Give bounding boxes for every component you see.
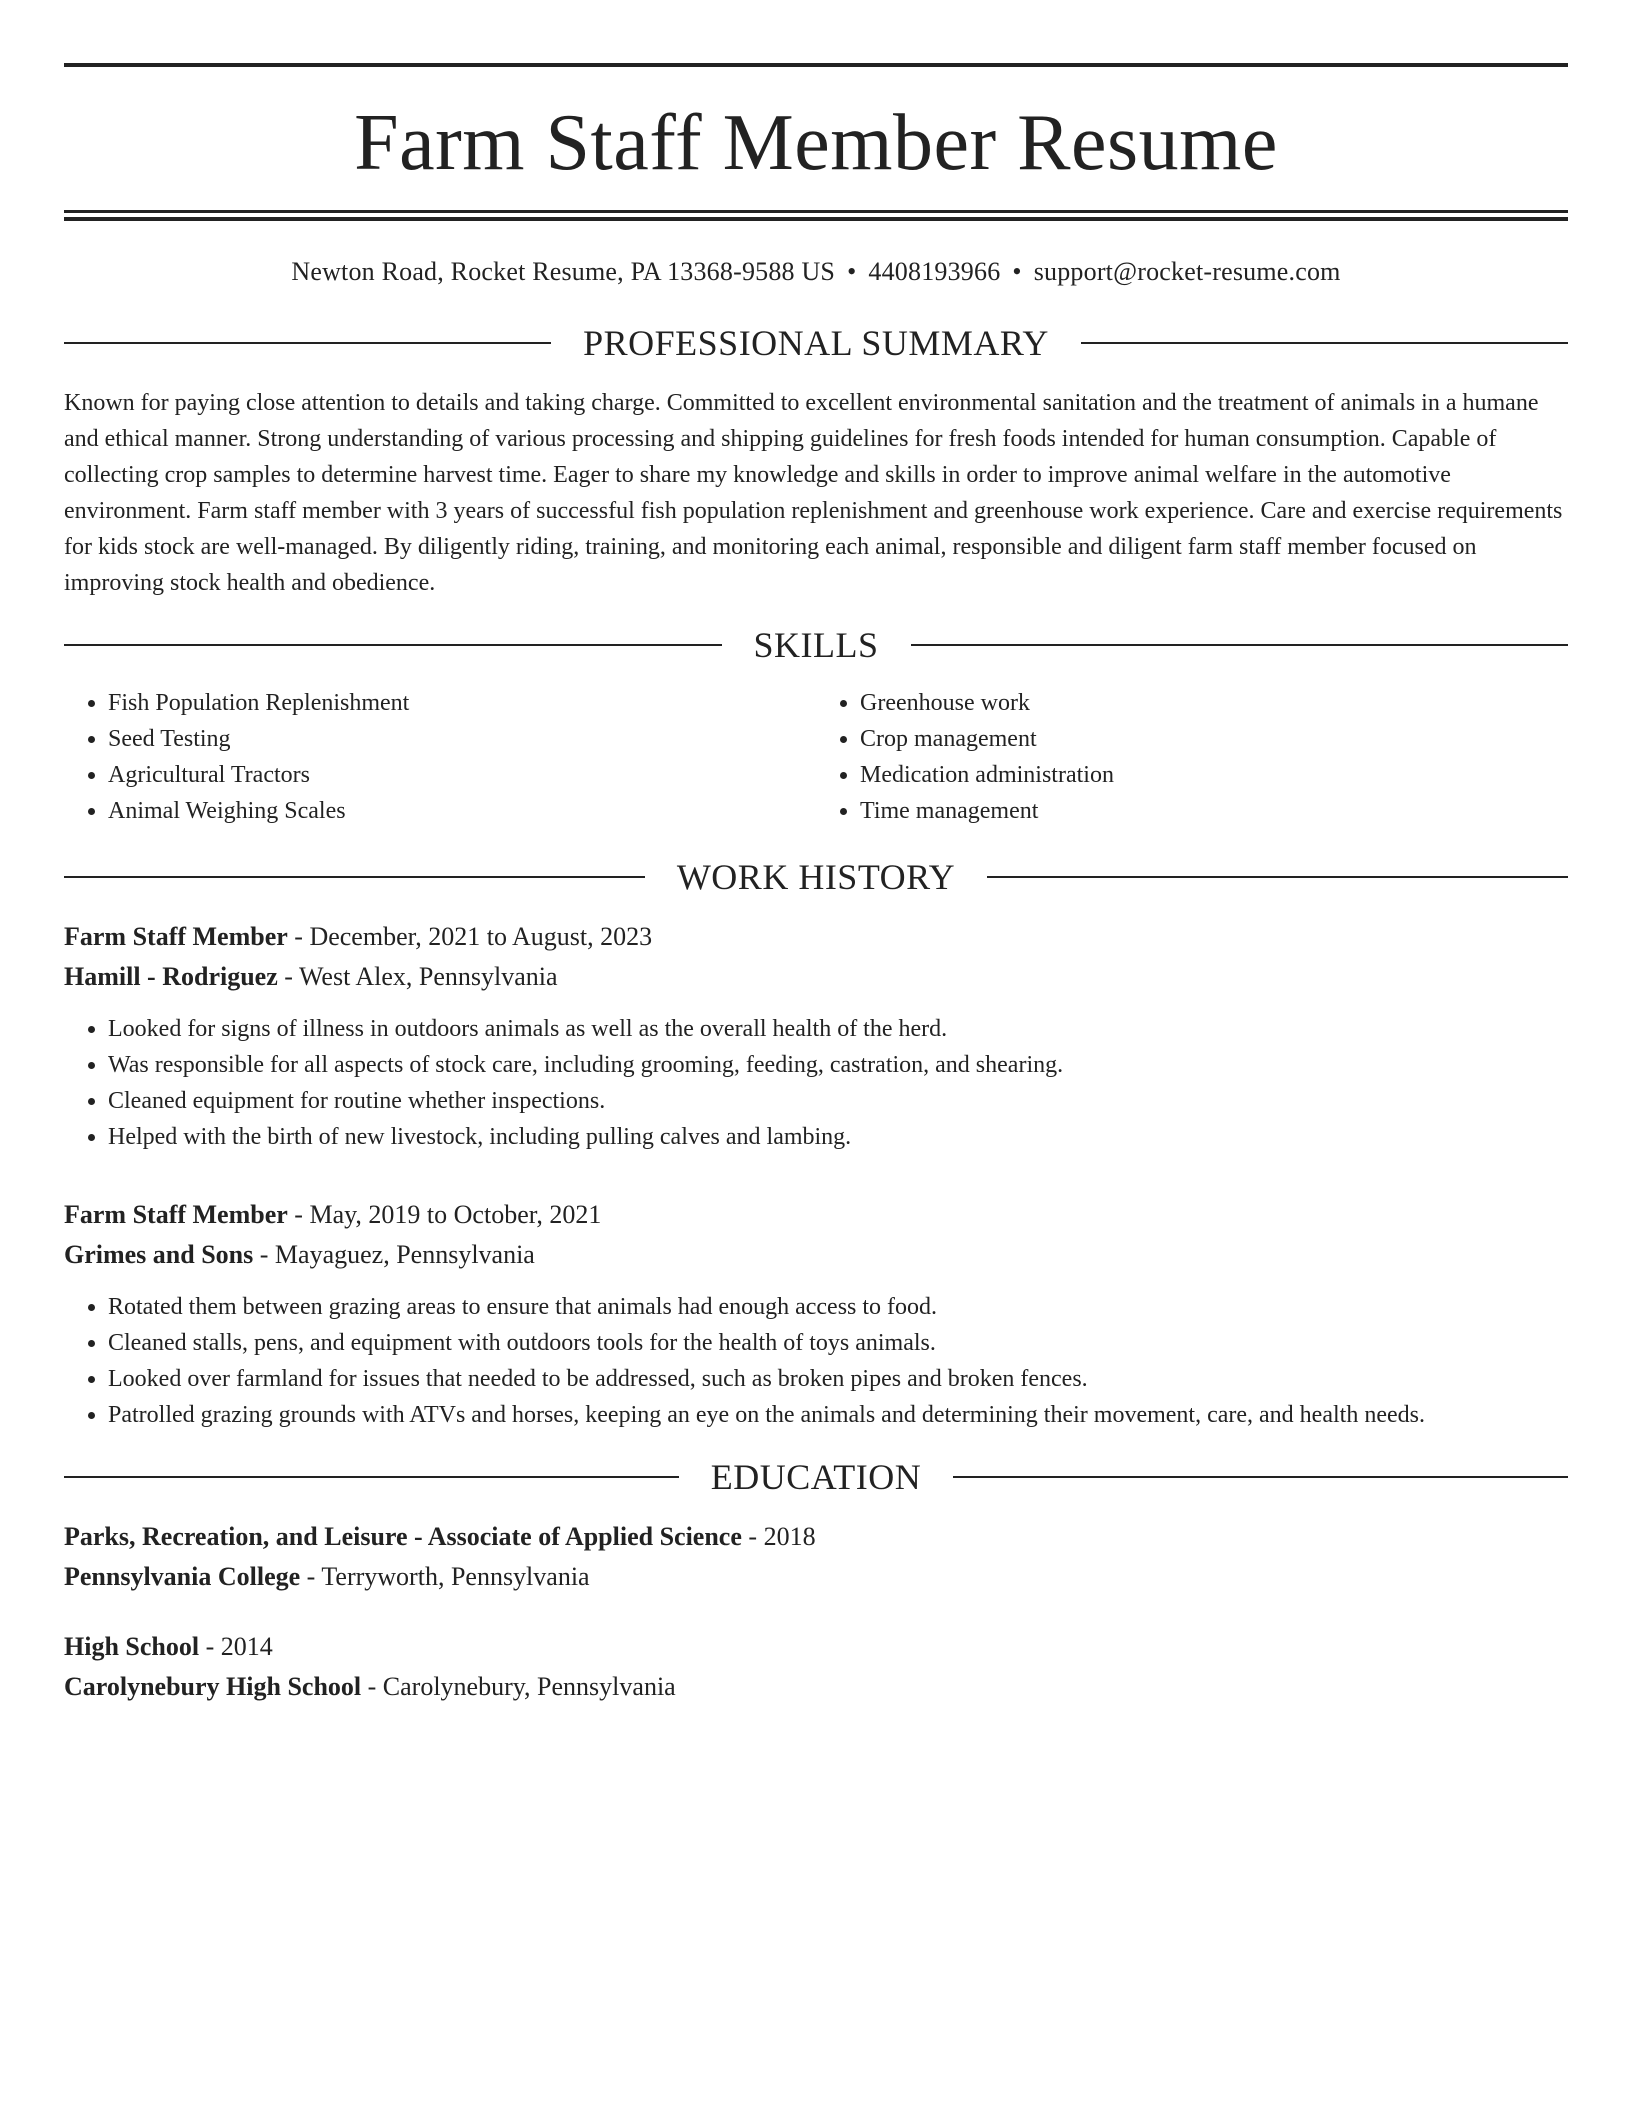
top-rule	[64, 63, 1568, 67]
job-bullets	[64, 1289, 1568, 1433]
section-title: EDUCATION	[710, 1457, 922, 1497]
heading-rule	[1081, 342, 1568, 344]
education-entry	[64, 1517, 1568, 1597]
skill-item: • Agricultural Tractors	[108, 757, 816, 793]
contact-separator: •	[1012, 257, 1022, 286]
skill-item: • Fish Population Replenishment	[108, 685, 816, 721]
job-title: Farm Staff Member	[64, 922, 288, 951]
job-bullet: • Was responsible for all aspects of stock care, including grooming, feeding, castration, and shearing.	[108, 1047, 1568, 1083]
section-title: SKILLS	[753, 625, 879, 665]
heading-rule	[64, 342, 551, 344]
contact-separator: •	[847, 257, 857, 286]
heading-rule	[911, 644, 1569, 646]
job-bullet: • Rotated them between grazing areas to ensure that animals had enough access to food.	[108, 1289, 1568, 1325]
skill-item: • Greenhouse work	[860, 685, 1568, 721]
skill-item: • Medication administration	[860, 757, 1568, 793]
section-heading-skills	[64, 627, 1568, 663]
education-school-line	[64, 1667, 1568, 1707]
job-title-line	[64, 917, 1568, 957]
section-title: PROFESSIONAL SUMMARY	[583, 323, 1049, 363]
section-heading-summary	[64, 325, 1568, 361]
heading-rule	[64, 876, 645, 878]
job-location: - Mayaguez, Pennsylvania	[253, 1240, 535, 1269]
resume-title: Farm Staff Member Resume	[354, 99, 1278, 187]
section-heading-education	[64, 1459, 1568, 1495]
heading-rule	[64, 1476, 679, 1478]
job-dates: - December, 2021 to August, 2023	[287, 922, 653, 951]
job-location: - West Alex, Pennsylvania	[277, 962, 558, 991]
job-title-line	[64, 1195, 1568, 1235]
job-bullet: • Looked for signs of illness in outdoors animals as well as the overall health of the herd.	[108, 1011, 1568, 1047]
education-year: - 2018	[741, 1522, 816, 1551]
job-entry	[64, 917, 1568, 1155]
job-title: Farm Staff Member	[64, 1200, 288, 1229]
job-bullet: • Patrolled grazing grounds with ATVs and horses, keeping an eye on the animals and determining their movement, care, and health needs.	[108, 1397, 1568, 1433]
education-degree-line	[64, 1517, 1568, 1557]
section-title: WORK HISTORY	[676, 857, 956, 897]
job-employer-line	[64, 957, 1568, 997]
job-employer-line	[64, 1235, 1568, 1275]
job-bullet: • Cleaned equipment for routine whether inspections.	[108, 1083, 1568, 1119]
skill-item: • Animal Weighing Scales	[108, 793, 816, 829]
skills-list-left	[64, 685, 816, 829]
job-bullet: • Looked over farmland for issues that needed to be addressed, such as broken pipes and broken fences.	[108, 1361, 1568, 1397]
job-employer: Hamill - Rodriguez	[64, 962, 278, 991]
heading-rule	[64, 644, 722, 646]
education-degree: Parks, Recreation, and Leisure - Associate of Applied Science	[64, 1522, 742, 1551]
education-location: - Terryworth, Pennsylvania	[300, 1562, 590, 1591]
job-bullet: • Helped with the birth of new livestock, including pulling calves and lambing.	[108, 1119, 1568, 1155]
skill-item: • Seed Testing	[108, 721, 816, 757]
job-bullet: • Cleaned stalls, pens, and equipment with outdoors tools for the health of toys animals.	[108, 1325, 1568, 1361]
education-school: Carolynebury High School	[64, 1672, 362, 1701]
education-school: Pennsylvania College	[64, 1562, 301, 1591]
education-location: - Carolynebury, Pennsylvania	[361, 1672, 676, 1701]
heading-rule	[987, 876, 1568, 878]
summary-text: Known for paying close attention to details and taking charge. Committed to excellent environmental sanitation and the treatment of animals in a humane and ethical manner. Strong understanding of various processing and shipping guidelines for fresh foods intended for human consumption. Capable of collecting crop samples to determine harvest time. Eager to share my knowledge and skills in order to improve animal welfare in the automotive environment. Farm staff member with 3 years of successful fish population replenishment and greenhouse work experience. Care and exercise requirements for kids stock are well-managed. By diligently riding, training, and monitoring each animal, responsible and diligent farm staff member focused on improving stock health and obedience.	[64, 390, 1563, 596]
education-degree-line	[64, 1627, 1568, 1667]
job-dates: - May, 2019 to October, 2021	[287, 1200, 602, 1229]
contact-phone: 4408193966	[868, 257, 1001, 286]
heading-rule	[953, 1476, 1568, 1478]
contact-address: Newton Road, Rocket Resume, PA 13368-9588 US	[291, 257, 836, 286]
education-year: - 2014	[199, 1632, 273, 1661]
education-degree: High School	[64, 1632, 200, 1661]
skill-item: • Crop management	[860, 721, 1568, 757]
contact-email: support@rocket-resume.com	[1033, 257, 1341, 286]
job-employer: Grimes and Sons	[64, 1240, 254, 1269]
contact-line	[64, 257, 1568, 287]
job-entry	[64, 1195, 1568, 1433]
section-heading-work	[64, 859, 1568, 895]
skill-item: • Time management	[860, 793, 1568, 829]
skills-list-right	[816, 685, 1568, 829]
skills-columns	[64, 685, 1568, 829]
job-bullets	[64, 1011, 1568, 1155]
education-school-line	[64, 1557, 1568, 1597]
title-double-rule	[64, 210, 1568, 221]
education-entry	[64, 1627, 1568, 1707]
